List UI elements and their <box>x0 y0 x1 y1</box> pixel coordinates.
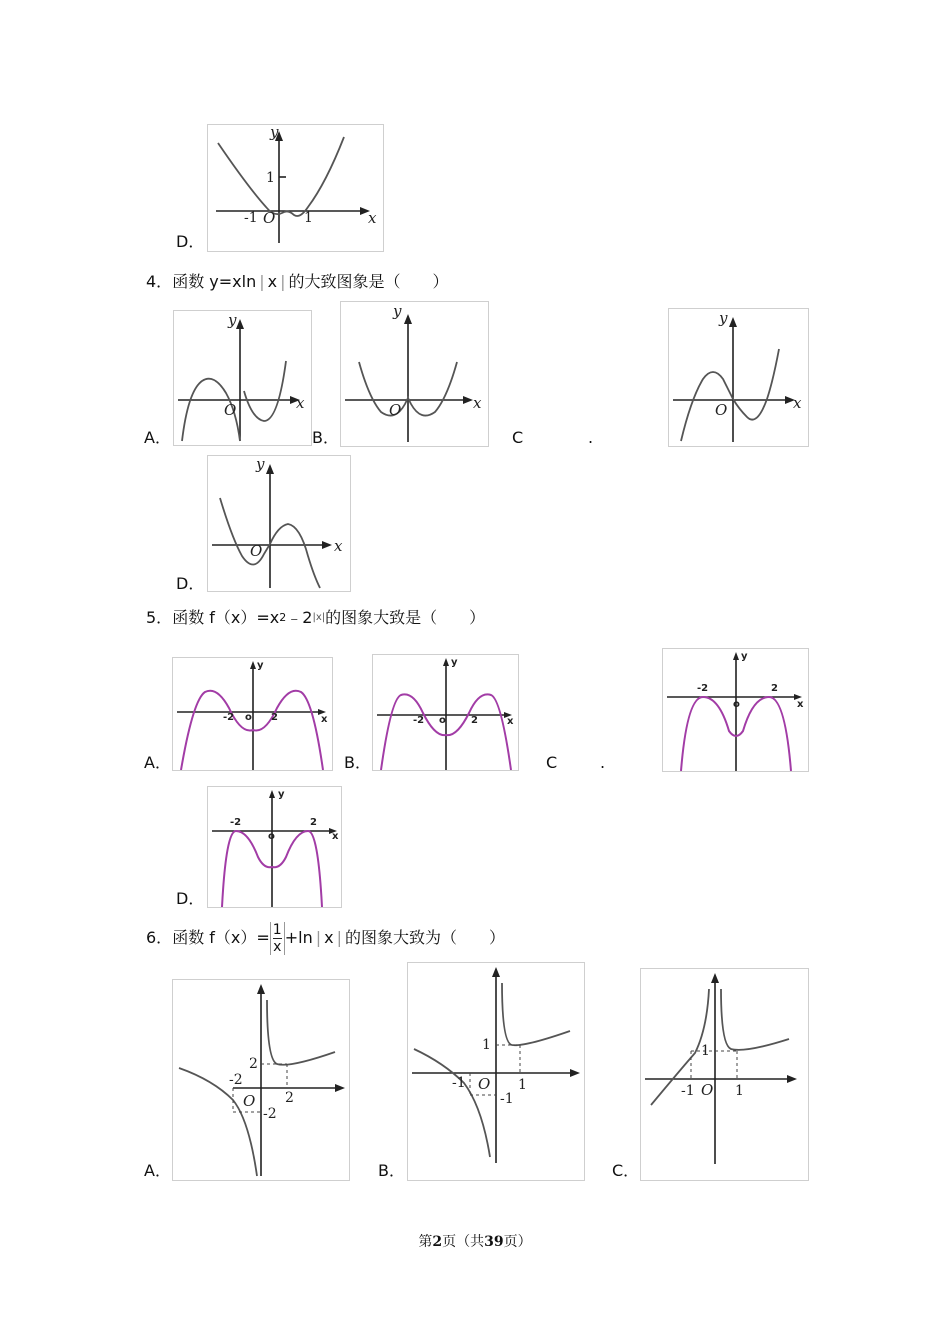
tick-neg1-y: -1 <box>500 1091 514 1107</box>
y-label: y <box>278 789 285 800</box>
x-label: x <box>321 714 328 725</box>
x-label: x <box>332 831 339 842</box>
tick-2-x: 2 <box>285 1090 294 1106</box>
x-label: x <box>507 716 514 727</box>
q6-abs-left: | <box>315 928 322 947</box>
q5-prefix: 函数 f（x）=x <box>172 608 280 627</box>
tick-neg2: -2 <box>697 683 709 694</box>
q6-frac-num: 1 <box>272 922 282 938</box>
q6-suffix-a: +ln <box>284 928 313 947</box>
tick-1-y: 1 <box>266 170 275 186</box>
y-label: y <box>393 302 402 320</box>
x-label: x <box>368 209 377 227</box>
tick-neg2: -2 <box>413 715 425 726</box>
tick-1-x: 1 <box>304 210 313 226</box>
tick-2-y: 2 <box>249 1056 258 1072</box>
q6-abs-right: | <box>336 928 342 947</box>
q4-option-c-dot: . <box>588 428 594 447</box>
tick-neg2-x: -2 <box>229 1072 243 1088</box>
origin-label: O <box>243 1092 256 1110</box>
x-label: x <box>334 537 343 555</box>
tick-2: 2 <box>310 817 317 828</box>
q5-option-b-label: B． <box>344 753 371 772</box>
origin-label: O <box>701 1081 714 1099</box>
q5-number: 5． <box>146 608 173 627</box>
q4-var: x <box>267 272 278 291</box>
q6-var: x <box>324 928 334 947</box>
q4-number: 4． <box>146 272 173 291</box>
origin-label: O <box>263 209 276 227</box>
q6-option-c-label: C． <box>612 1161 640 1180</box>
tick-2: 2 <box>471 715 478 726</box>
q4-abs-right: | <box>280 272 286 291</box>
origin-label: O <box>715 401 728 419</box>
q5-graph-b <box>372 654 519 771</box>
y-label: y <box>228 311 237 329</box>
origin-label: o <box>733 699 740 710</box>
q6-graph-b <box>407 962 585 1181</box>
curve-right <box>502 983 570 1045</box>
y-label: y <box>257 660 264 671</box>
q4-graph-c <box>668 308 809 447</box>
tick-neg2: -2 <box>230 817 242 828</box>
q6-option-b-label: B． <box>378 1161 405 1180</box>
q5-option-c-label: C <box>546 753 558 772</box>
y-label: y <box>451 657 458 668</box>
origin-label: o <box>439 715 446 726</box>
curve-right <box>244 361 286 421</box>
question-6-text <box>146 922 505 955</box>
tick-neg1-x: -1 <box>452 1075 466 1091</box>
q4-graph-a <box>173 310 312 446</box>
q3-graph-d <box>207 124 384 252</box>
q6-graph-c <box>640 968 809 1181</box>
tick-1-x: 1 <box>518 1077 527 1093</box>
q4-prefix: 函数 y=xln <box>172 272 257 291</box>
q4-option-c-label: C <box>512 428 524 447</box>
q6-number: 6． <box>146 928 173 947</box>
question-5-text <box>146 608 485 628</box>
x-label: x <box>797 699 804 710</box>
origin-label: O <box>250 542 263 560</box>
origin-label: O <box>389 401 402 419</box>
origin-label: O <box>478 1075 491 1093</box>
origin-label: o <box>245 712 252 723</box>
q6-frac-den: x <box>273 939 282 955</box>
tick-1-y: 1 <box>482 1037 491 1053</box>
q5-mid: ﹣2 <box>286 608 313 627</box>
q5-abs-x: |x| <box>312 612 326 623</box>
y-label: y <box>256 456 265 473</box>
tick-1-y: 1 <box>701 1043 710 1059</box>
q4-option-d-label: D． <box>176 574 205 593</box>
y-label: y <box>741 651 748 662</box>
q6-fraction <box>270 922 285 955</box>
q5-graph-a <box>172 657 333 771</box>
tick-2: 2 <box>771 683 778 694</box>
q6-prefix: 函数 f（x）= <box>172 928 270 947</box>
tick-neg2: -2 <box>223 712 235 723</box>
q6-graph-a <box>172 979 350 1181</box>
origin-label: O <box>224 401 237 419</box>
q4-option-a-label: A． <box>144 428 171 447</box>
q4-option-b-label: B． <box>312 428 339 447</box>
question-4-text <box>146 272 448 292</box>
curve-right <box>721 989 789 1050</box>
curve-left <box>179 1068 257 1176</box>
curve-right <box>267 1000 335 1065</box>
footer-mid: 页（共 <box>442 1234 485 1250</box>
x-label: x <box>296 394 305 412</box>
q4-graph-d <box>207 455 351 592</box>
page-footer <box>0 1231 950 1251</box>
q4-abs-left: | <box>259 272 265 291</box>
footer-total-pages: 39 <box>484 1234 504 1250</box>
x-label: x <box>473 394 482 412</box>
tick-2: 2 <box>271 712 278 723</box>
curve-left <box>414 1049 490 1157</box>
q5-option-c-dot: . <box>600 753 606 772</box>
q5-option-a-label: A． <box>144 753 171 772</box>
y-label: y <box>719 309 728 327</box>
y-label: y <box>270 125 279 141</box>
curve <box>681 349 779 441</box>
q5-suffix: 的图象大致是（ ） <box>325 608 486 627</box>
footer-pre: 第 <box>418 1234 433 1250</box>
q4-suffix: 的大致图象是（ ） <box>288 272 449 291</box>
q4-graph-b <box>340 301 489 447</box>
q5-graph-c <box>662 648 809 772</box>
footer-page-number: 2 <box>432 1234 443 1250</box>
tick-neg1-x: -1 <box>681 1083 695 1099</box>
q5-option-d-label: D． <box>176 889 205 908</box>
x-label: x <box>793 394 802 412</box>
q6-suffix: 的图象大致为（ ） <box>344 928 505 947</box>
q6-option-a-label: A． <box>144 1161 171 1180</box>
q5-exponent: 2 <box>279 611 287 624</box>
q5-graph-d <box>207 786 342 908</box>
q3-option-d-label: D． <box>176 232 205 251</box>
tick-neg2-y: -2 <box>263 1106 277 1122</box>
origin-label: o <box>268 831 275 842</box>
footer-post: 页） <box>503 1234 532 1250</box>
tick-1-x: 1 <box>735 1083 744 1099</box>
tick-neg1: -1 <box>244 210 258 226</box>
curve <box>181 691 323 770</box>
